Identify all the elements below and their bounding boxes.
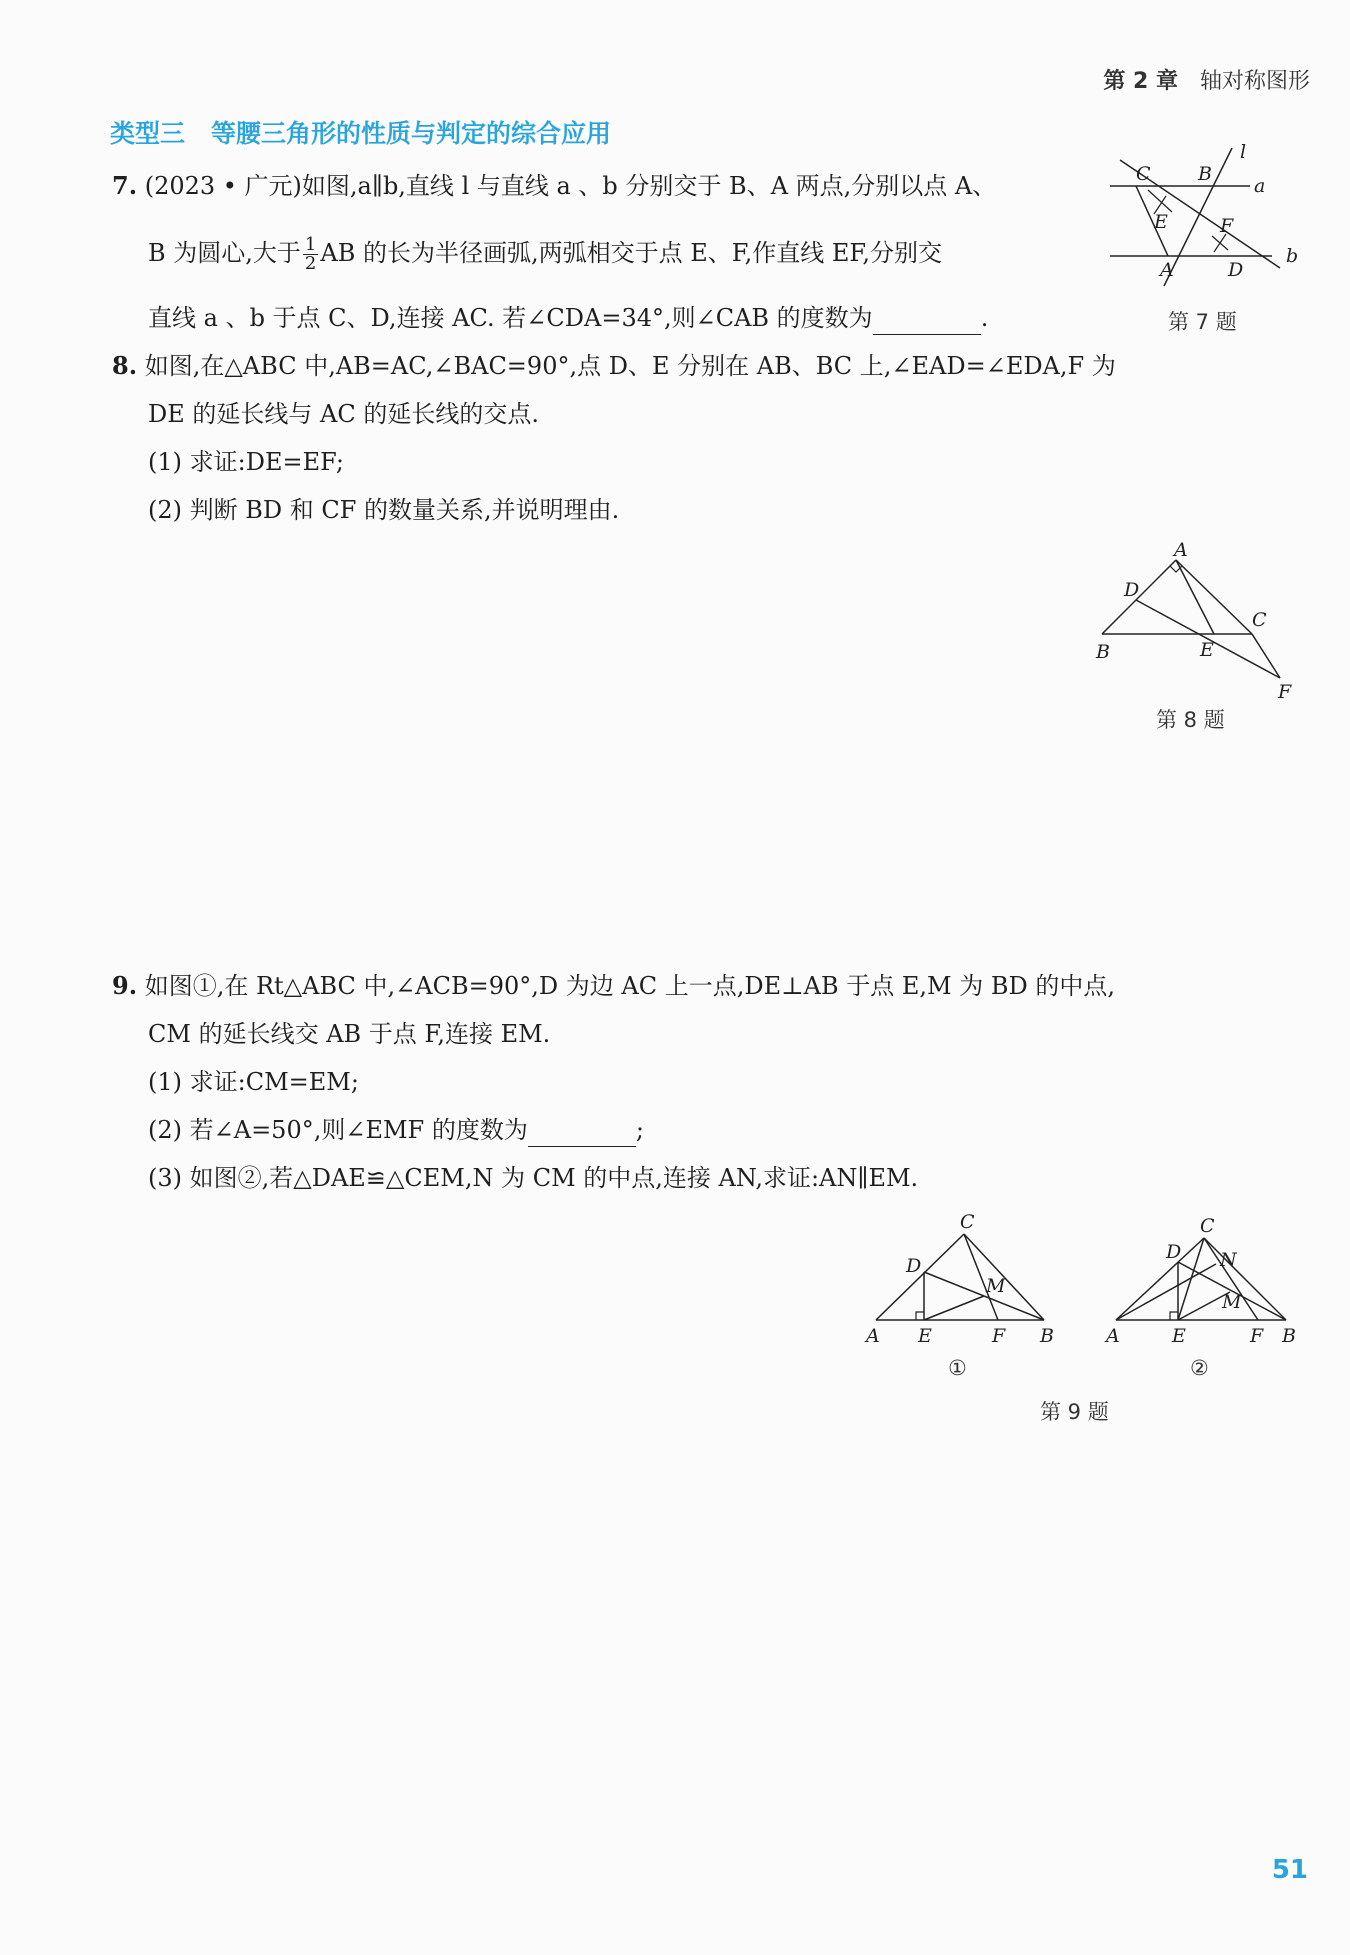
q8-line2: DE 的延长线与 AC 的延长线的交点. bbox=[148, 400, 539, 428]
q7-line2: B 为圆心,大于 $\frac{1}{2}$ AB 的长为半径画弧,两弧相交于点 E、F,作直线 EF,分别交 bbox=[148, 234, 942, 274]
q7-line1: 7. (2023 • 广元)如图,a∥b,直线 l 与直线 a 、b 分别交于 B、A 两点,分别以点 A、 bbox=[112, 171, 997, 200]
q9-number: 9. bbox=[112, 971, 138, 1000]
section-topic: 等腰三角形的性质与判定的综合应用 bbox=[211, 119, 612, 148]
segment-ac bbox=[876, 1234, 964, 1320]
q9-line1: 9. 如图①,在 Rt△ABC 中,∠ACB=90°,D 为边 AC 上一点,DE⊥AB 于点 E,M 为 BD 的中点, bbox=[112, 971, 1116, 1000]
q8-number: 8. bbox=[112, 351, 138, 380]
segment-ae bbox=[1176, 560, 1214, 634]
answer-blank[interactable] bbox=[873, 302, 981, 335]
q8-sub1: (1) 求证:DE=EF; bbox=[148, 448, 344, 476]
figure-8-caption: 第 8 题 bbox=[1156, 708, 1225, 732]
section-title bbox=[110, 114, 611, 150]
figure-8 bbox=[1090, 540, 1310, 700]
svg-text:E: E bbox=[918, 1325, 932, 1347]
svg-text:D: D bbox=[1166, 1241, 1182, 1263]
figure-7-caption: 第 7 题 bbox=[1168, 310, 1237, 334]
svg-text:C: C bbox=[960, 1211, 975, 1233]
svg-text:B: B bbox=[1040, 1325, 1054, 1347]
svg-text:A: A bbox=[1174, 540, 1188, 561]
q9-line2: CM 的延长线交 AB 于点 F,连接 EM. bbox=[148, 1020, 551, 1048]
figure-9-caption: 第 9 题 bbox=[1040, 1400, 1109, 1424]
segment-cf bbox=[1252, 634, 1280, 678]
svg-text:A: A bbox=[866, 1325, 880, 1347]
figure-9-2-label: ② bbox=[1190, 1356, 1209, 1380]
svg-text:C: C bbox=[1252, 609, 1267, 631]
q7-number: 7. bbox=[112, 171, 138, 200]
svg-text:F: F bbox=[1220, 215, 1234, 237]
q8-sub2: (2) 判断 BD 和 CF 的数量关系,并说明理由. bbox=[148, 496, 620, 524]
svg-text:M: M bbox=[1222, 1291, 1242, 1313]
section-type-label: 类型三 bbox=[110, 119, 186, 148]
svg-text:B: B bbox=[1096, 641, 1110, 663]
svg-text:b: b bbox=[1286, 245, 1299, 267]
svg-text:A: A bbox=[1106, 1325, 1120, 1347]
q8-line1: 8. 如图,在△ABC 中,AB=AC,∠BAC=90°,点 D、E 分别在 AB、BC 上,∠EAD=∠EDA,F 为 bbox=[112, 351, 1116, 380]
svg-text:D: D bbox=[1228, 259, 1244, 281]
svg-text:a: a bbox=[1254, 175, 1266, 197]
svg-text:E: E bbox=[1154, 211, 1168, 233]
svg-text:M: M bbox=[986, 1275, 1006, 1297]
right-angle-mark bbox=[1170, 1312, 1178, 1320]
segment-em bbox=[924, 1296, 984, 1320]
q9-sub3: (3) 如图②,若△DAE≌△CEM,N 为 CM 的中点,连接 AN,求证:AN∥EM. bbox=[148, 1164, 919, 1192]
q9-sub2: (2) 若∠A=50°,则∠EMF 的度数为 ; bbox=[148, 1114, 644, 1147]
chapter-title: 轴对称图形 bbox=[1199, 69, 1310, 94]
svg-text:F: F bbox=[1250, 1325, 1264, 1347]
answer-blank[interactable] bbox=[528, 1114, 636, 1147]
svg-text:A: A bbox=[1160, 259, 1174, 281]
svg-text:C: C bbox=[1200, 1215, 1215, 1237]
svg-text:D: D bbox=[906, 1255, 922, 1277]
chapter-number: 第 2 章 bbox=[1103, 69, 1178, 94]
segment-ac bbox=[1176, 560, 1252, 634]
svg-text:F: F bbox=[992, 1325, 1006, 1347]
svg-text:l: l bbox=[1240, 141, 1247, 163]
svg-text:E: E bbox=[1200, 639, 1214, 661]
svg-text:N: N bbox=[1220, 1249, 1237, 1271]
svg-text:D: D bbox=[1124, 579, 1140, 601]
figure-7 bbox=[1100, 140, 1310, 300]
page-number: 51 bbox=[1271, 1855, 1308, 1885]
figure-9-2 bbox=[1102, 1208, 1302, 1348]
figure-9-1-label: ① bbox=[948, 1356, 967, 1380]
segment-cb bbox=[1204, 1238, 1286, 1320]
svg-text:B: B bbox=[1198, 163, 1212, 185]
q7-line3: 直线 a 、b 于点 C、D,连接 AC. 若∠CDA=34°,则∠CAB 的度数为 . bbox=[148, 302, 988, 335]
chapter-header bbox=[1103, 64, 1310, 95]
svg-text:C: C bbox=[1136, 163, 1151, 185]
fraction-half: $\frac{1}{2}$ bbox=[304, 234, 317, 274]
q9-sub1: (1) 求证:CM=EM; bbox=[148, 1068, 359, 1096]
svg-text:B: B bbox=[1282, 1325, 1296, 1347]
figure-9-1 bbox=[862, 1208, 1062, 1348]
svg-text:F: F bbox=[1278, 681, 1292, 700]
right-angle-mark bbox=[916, 1312, 924, 1320]
svg-text:E: E bbox=[1172, 1325, 1186, 1347]
